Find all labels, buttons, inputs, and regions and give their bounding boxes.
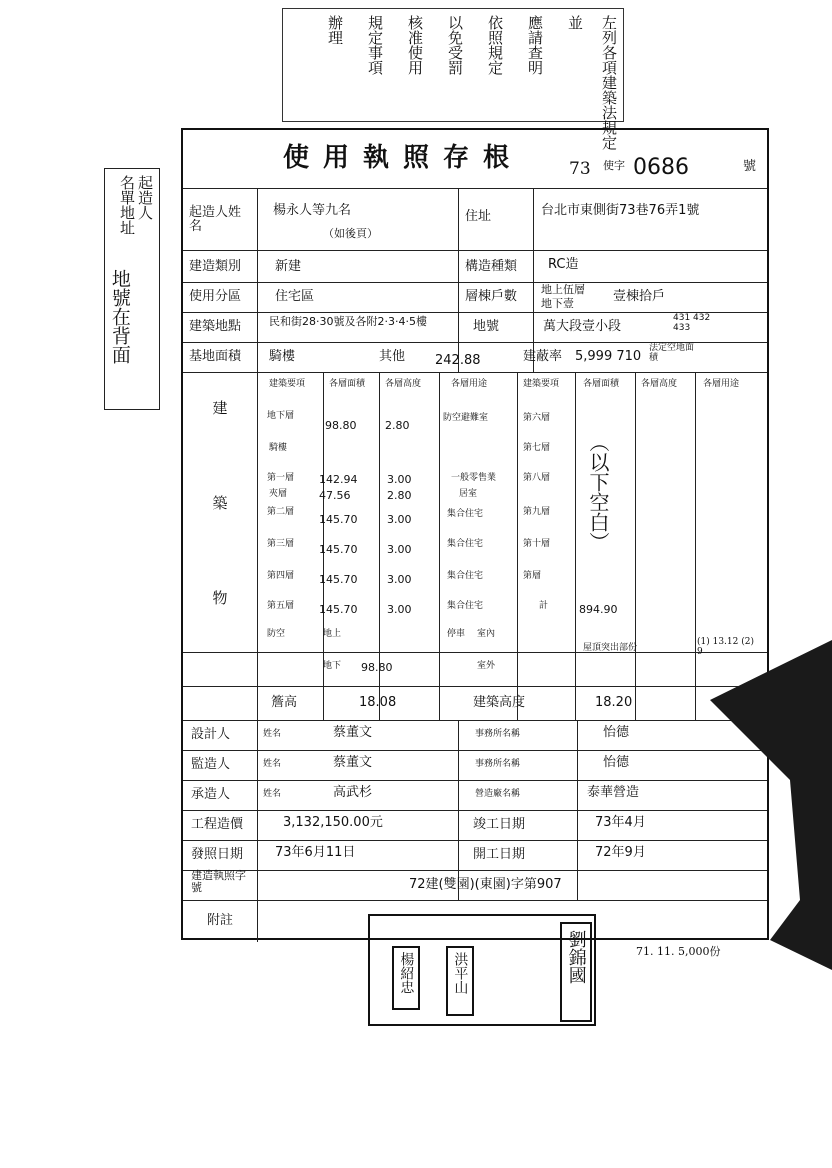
scan-artifact <box>650 637 832 980</box>
row-height: 3.00 <box>387 543 412 556</box>
value-owner: 楊永人等九名 <box>273 203 352 218</box>
row-name-r: 第十層 <box>523 539 551 549</box>
row-name: 第一層 <box>267 473 295 483</box>
label-contractor-company: 營造廠名稱 <box>475 789 521 799</box>
value-supervisor: 蔡董文 <box>333 755 373 770</box>
notice-col-5: 以免受罰 <box>446 15 464 75</box>
form-title: 使用執照存根 <box>283 143 524 173</box>
label-zoning: 使用分區 <box>189 289 242 304</box>
row-area: 142.94 <box>319 473 358 486</box>
row-area: 145.70 <box>319 573 358 586</box>
left-note-line2: 名單地址 <box>118 175 136 235</box>
row-height: 3.00 <box>387 573 412 586</box>
label-building: 建築物 <box>210 400 229 685</box>
value-permit-no: 72建(雙園)(東園)字第907 <box>409 877 562 892</box>
label-structure: 構造種類 <box>465 259 518 274</box>
label-base-area: 基地面積 <box>189 349 242 364</box>
th-use: 各層用途 <box>451 379 488 389</box>
row-use: 集合住宅 <box>447 509 484 519</box>
permit-word: 使字 <box>603 159 625 172</box>
left-note-box <box>104 168 160 410</box>
th-area-r: 各層面積 <box>583 379 620 389</box>
value-issue-date: 73年6月11日 <box>275 845 356 860</box>
stamp-3 <box>560 922 592 1022</box>
value-contractor: 高武杉 <box>333 785 373 800</box>
value-bld-height: 18.20 <box>595 695 633 710</box>
value-eave-height: 18.08 <box>359 695 397 710</box>
stamp-2 <box>446 946 474 1016</box>
row-name: 第二層 <box>267 507 295 517</box>
label-build-type: 建造類別 <box>189 259 242 274</box>
top-notice-box <box>282 8 624 150</box>
label-eave-height: 簷高 <box>271 695 298 710</box>
value-base-2: 其他 <box>379 349 406 364</box>
row-area: 98.80 <box>325 419 357 432</box>
label-floors: 層棟戶數 <box>465 289 518 304</box>
label-shelter: 防空 <box>267 629 286 639</box>
value-contractor-company: 泰華營造 <box>587 785 640 800</box>
row-name-r: 第層 <box>523 571 542 581</box>
value-floors-b: 地下壹 <box>541 297 574 310</box>
label-designer-office: 事務所名稱 <box>475 729 521 739</box>
permit-year: 73 <box>569 159 591 179</box>
left-note-hand: 地號在背面 <box>108 269 131 364</box>
row-area: 145.70 <box>319 513 358 526</box>
value-base-other: 242.88 <box>435 353 481 368</box>
th-area: 各層面積 <box>329 379 366 389</box>
label-owner: 起造人姓名 <box>189 205 242 235</box>
th-item: 建築要項 <box>269 379 306 389</box>
value-lot: 萬大段壹小段 <box>543 319 622 334</box>
value-cost: 3,132,150.00元 <box>283 815 383 830</box>
blank-mark: （以下空白） <box>586 432 610 552</box>
label-issue-date: 發照日期 <box>191 847 244 862</box>
label-address: 住址 <box>465 209 492 224</box>
row-name-r: 第八層 <box>523 473 551 483</box>
value-build-type: 新建 <box>275 259 302 274</box>
label-location: 建築地點 <box>189 319 242 334</box>
row-height: 3.00 <box>387 513 412 526</box>
label-permit-no: 建造執照字號 <box>191 869 246 895</box>
row-name: 騎樓 <box>269 443 288 453</box>
label-designer-name: 姓名 <box>263 729 282 739</box>
label-contractor: 承造人 <box>191 787 231 802</box>
label-note: 附註 <box>207 913 234 928</box>
value-supervisor-office: 怡德 <box>603 755 630 770</box>
permit-suffix: 號 <box>743 159 757 174</box>
notice-col-3: 應請查明 <box>526 15 544 75</box>
row-use: 防空避難室 <box>443 413 489 423</box>
value-floors-c: 壹棟拾戶 <box>613 289 666 304</box>
label-parking: 停車 <box>447 629 466 639</box>
row-area: 145.70 <box>319 603 358 616</box>
row-height: 2.80 <box>387 489 412 502</box>
value-designer-office: 怡德 <box>603 725 630 740</box>
value-below: 98.80 <box>361 661 393 674</box>
row-name: 第四層 <box>267 571 295 581</box>
row-area: 47.56 <box>319 489 351 502</box>
row-name: 夾層 <box>269 489 288 499</box>
label-roof: 屋頂突出部份 <box>583 643 638 653</box>
th-item-r: 建築要項 <box>523 379 560 389</box>
value-floors-a: 地上伍層 <box>541 283 585 296</box>
th-height-r: 各層高度 <box>641 379 678 389</box>
value-base-1: 騎樓 <box>269 349 296 364</box>
row-name-r: 第六層 <box>523 413 551 423</box>
row-use: 集合住宅 <box>447 571 484 581</box>
th-height: 各層高度 <box>385 379 422 389</box>
notice-col-8: 辦理 <box>326 15 344 45</box>
label-done: 竣工日期 <box>473 817 526 832</box>
row-total: 894.90 <box>579 603 618 616</box>
value-owner-sub: （如後頁） <box>323 227 378 240</box>
row-name: 第五層 <box>267 601 295 611</box>
stamp-3-text: 劉錦國 <box>565 930 587 984</box>
permit-number: 0686 <box>633 155 689 180</box>
label-outside: 室外 <box>477 661 496 671</box>
label-supervisor-name: 姓名 <box>263 759 282 769</box>
row-use: 集合住宅 <box>447 601 484 611</box>
label-bld-height: 建築高度 <box>473 695 526 710</box>
left-note-line1: 起造人 <box>136 175 154 220</box>
row-height: 3.00 <box>387 473 412 486</box>
row-name-r: 計 <box>539 601 549 611</box>
value-lot-no: 431 432 433 <box>673 313 711 333</box>
notice-col-6: 核准使用 <box>406 15 424 75</box>
label-above: 地上 <box>323 629 342 639</box>
row-name: 地下層 <box>267 411 295 421</box>
label-below: 地下 <box>323 661 342 671</box>
label-supervisor: 監造人 <box>191 757 231 772</box>
print-count: 71. 11. 5,000份 <box>636 945 721 958</box>
notice-col-4: 依照規定 <box>486 15 504 75</box>
value-cover-ratio: 5,999 710 <box>575 349 642 364</box>
label-supervisor-office: 事務所名稱 <box>475 759 521 769</box>
value-done: 73年4月 <box>595 815 646 830</box>
label-inside: 室內 <box>477 629 496 639</box>
row-use: 居室 <box>459 489 478 499</box>
notice-col-1: 左列各項建築法規定 <box>600 15 618 150</box>
row-name-r: 第七層 <box>523 443 551 453</box>
stamp-1 <box>392 946 420 1010</box>
value-designer: 蔡董文 <box>333 725 373 740</box>
value-start: 72年9月 <box>595 845 646 860</box>
row-height: 3.00 <box>387 603 412 616</box>
signature-block <box>368 914 596 1026</box>
th-use-r: 各層用途 <box>703 379 740 389</box>
stamp-1-text: 楊紹忠 <box>398 952 415 994</box>
row-name: 第三層 <box>267 539 295 549</box>
label-legal-space: 法定空地面積 <box>649 343 695 363</box>
value-structure: RC造 <box>548 257 579 272</box>
row-use: 一般零售業 <box>451 473 497 483</box>
row-name-r: 第九層 <box>523 507 551 517</box>
stamp-2-text: 洪平山 <box>452 952 469 994</box>
label-designer: 設計人 <box>191 727 231 742</box>
value-address: 台北市東側街73巷76弄1號 <box>541 203 700 218</box>
value-zoning: 住宅區 <box>275 289 315 304</box>
row-use: 集合住宅 <box>447 539 484 549</box>
row-height: 2.80 <box>385 419 410 432</box>
value-roof: (1) 13.12 (2) 9 <box>697 637 754 657</box>
label-cover-ratio: 建蔽率 <box>523 349 563 364</box>
label-cost: 工程造價 <box>191 817 244 832</box>
label-contractor-name: 姓名 <box>263 789 282 799</box>
value-location: 民和街28‧30號及各附2‧3‧4‧5樓 <box>269 315 427 328</box>
label-lot-no: 地號 <box>473 319 500 334</box>
notice-col-2: 並 <box>566 15 584 30</box>
label-start: 開工日期 <box>473 847 526 862</box>
row-area: 145.70 <box>319 543 358 556</box>
notice-col-7: 規定事項 <box>366 15 384 75</box>
